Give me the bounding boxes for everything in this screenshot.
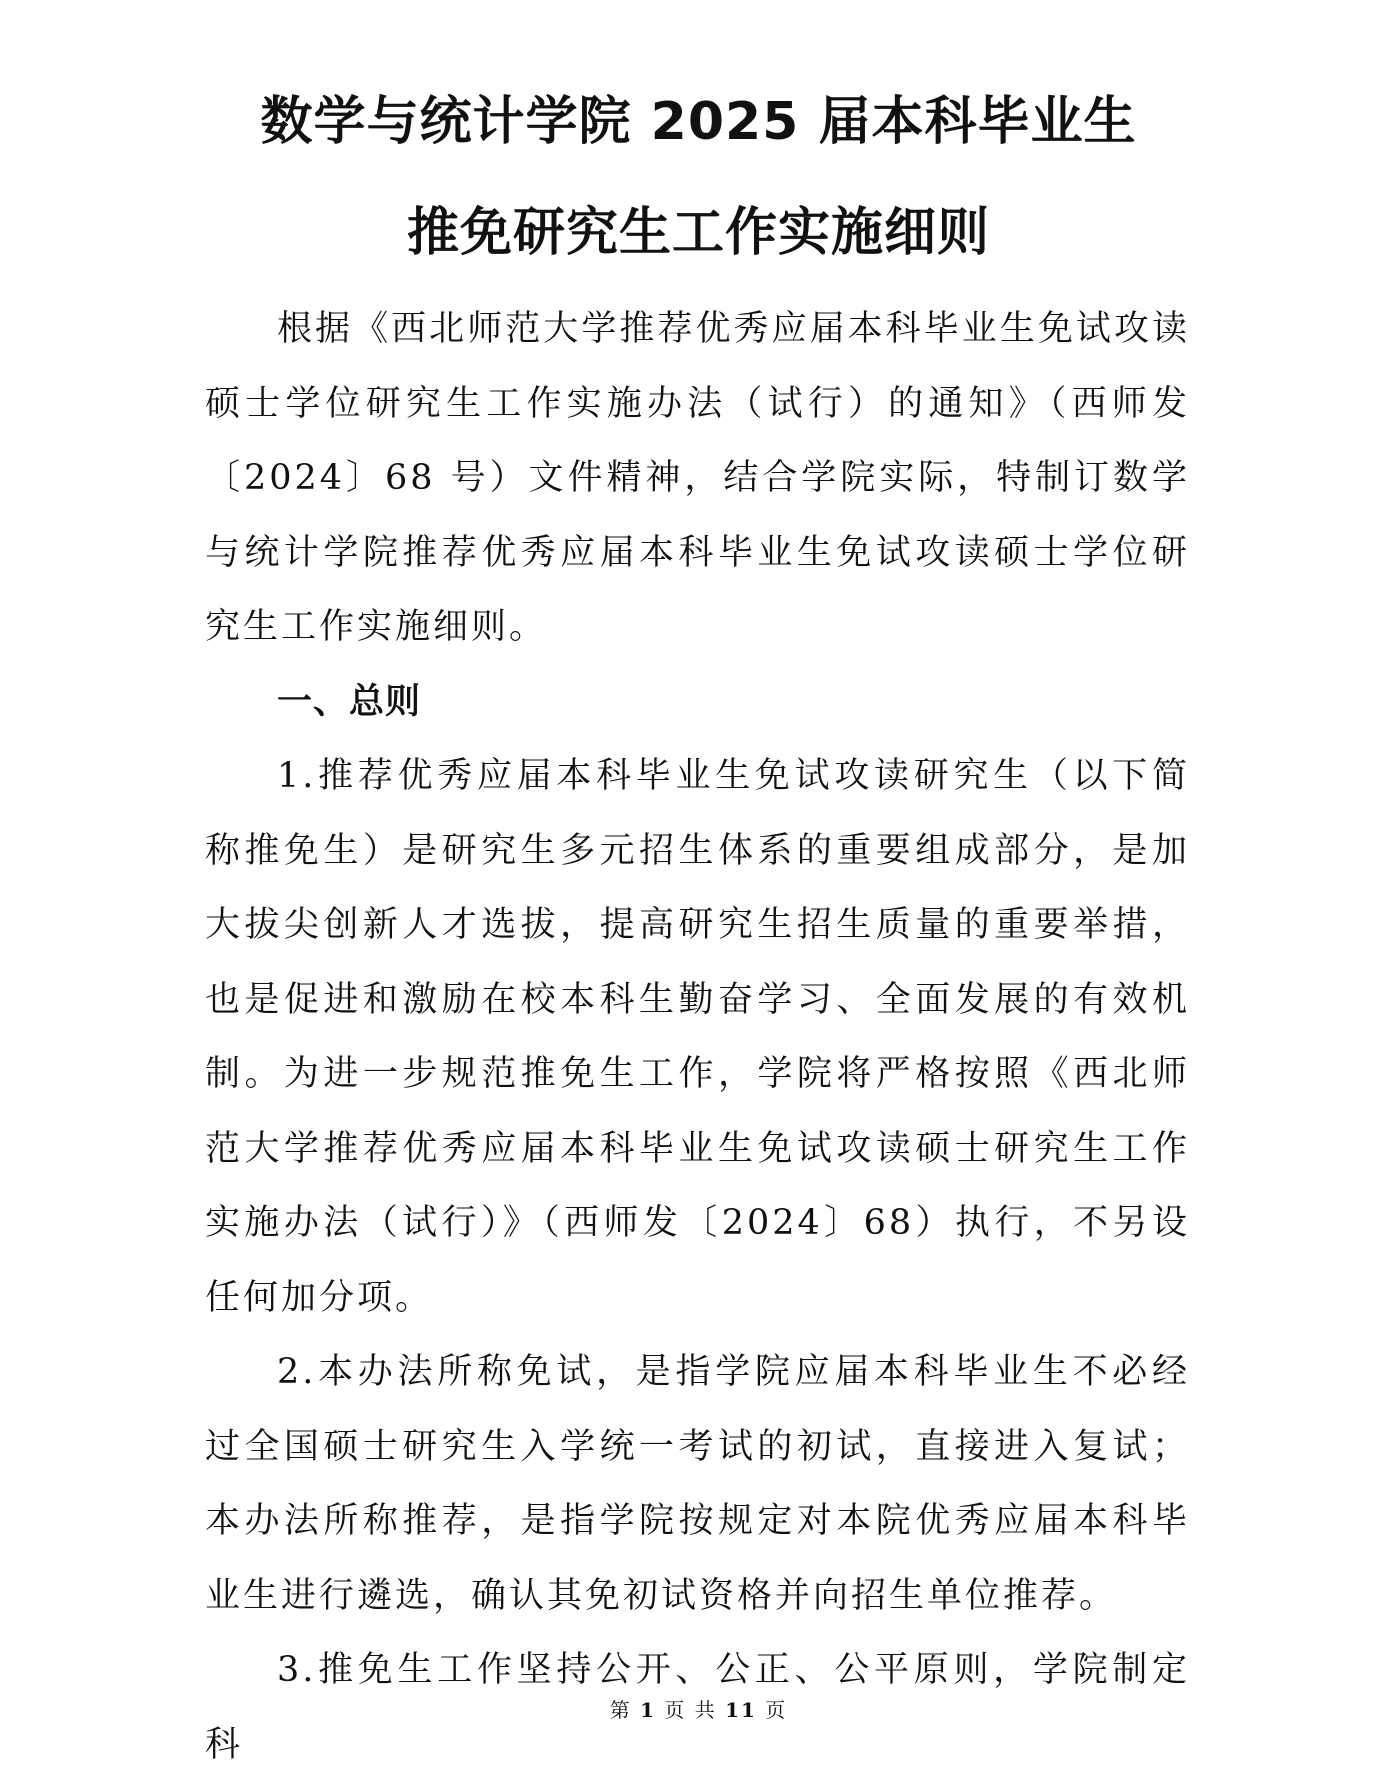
- article-1-paragraph: 1.推荐优秀应届本科毕业生免试攻读研究生（以下简称推免生）是研究生多元招生体系的重要组成部分，是加大拔尖创新人才选拔，提高研究生招生质量的重要举措，也是促进和激励在校本科生勤奋学习、全面发展的有效机制。为进一步规范推免生工作，学院将严格按照《西北师范大学推荐优秀应届本科毕业生免试攻读硕士研究生工作实施办法（试行）》（西师发〔2024〕68）执行，不另设任何加分项。: [205, 756, 1190, 1318]
- footer-page-number: 1: [640, 1698, 656, 1722]
- document-body: [205, 292, 1190, 1782]
- footer-total-pages: 11: [725, 1698, 757, 1722]
- article-3-paragraph: 3.推免生工作坚持公开、公正、公平原则，学院制定科: [205, 1650, 1190, 1765]
- document-title-line-2: 推免研究生工作实施细则: [406, 203, 990, 263]
- footer-middle: 页 共: [664, 1698, 717, 1722]
- page-footer: [0, 1696, 1397, 1724]
- document-title-line-1: 数学与统计学院 2025 届本科毕业生: [260, 92, 1137, 152]
- footer-suffix: 页: [765, 1698, 788, 1722]
- section-heading-general: 一、总则: [277, 681, 422, 722]
- article-2-paragraph: 2.本办法所称免试，是指学院应届本科毕业生不必经过全国硕士研究生入学统一考试的初试，直接进入复试；本办法所称推荐，是指学院按规定对本院优秀应届本科毕业生进行遴选，确认其免初试资格并向招生单位推荐。: [205, 1352, 1190, 1616]
- footer-prefix: 第: [609, 1698, 632, 1722]
- intro-paragraph: 根据《西北师范大学推荐优秀应届本科毕业生免试攻读硕士学位研究生工作实施办法（试行）的通知》（西师发〔2024〕68 号）文件精神，结合学院实际，特制订数学与统计学院推荐优秀应届本科毕业生免试攻读硕士学位研究生工作实施细则。: [205, 309, 1190, 647]
